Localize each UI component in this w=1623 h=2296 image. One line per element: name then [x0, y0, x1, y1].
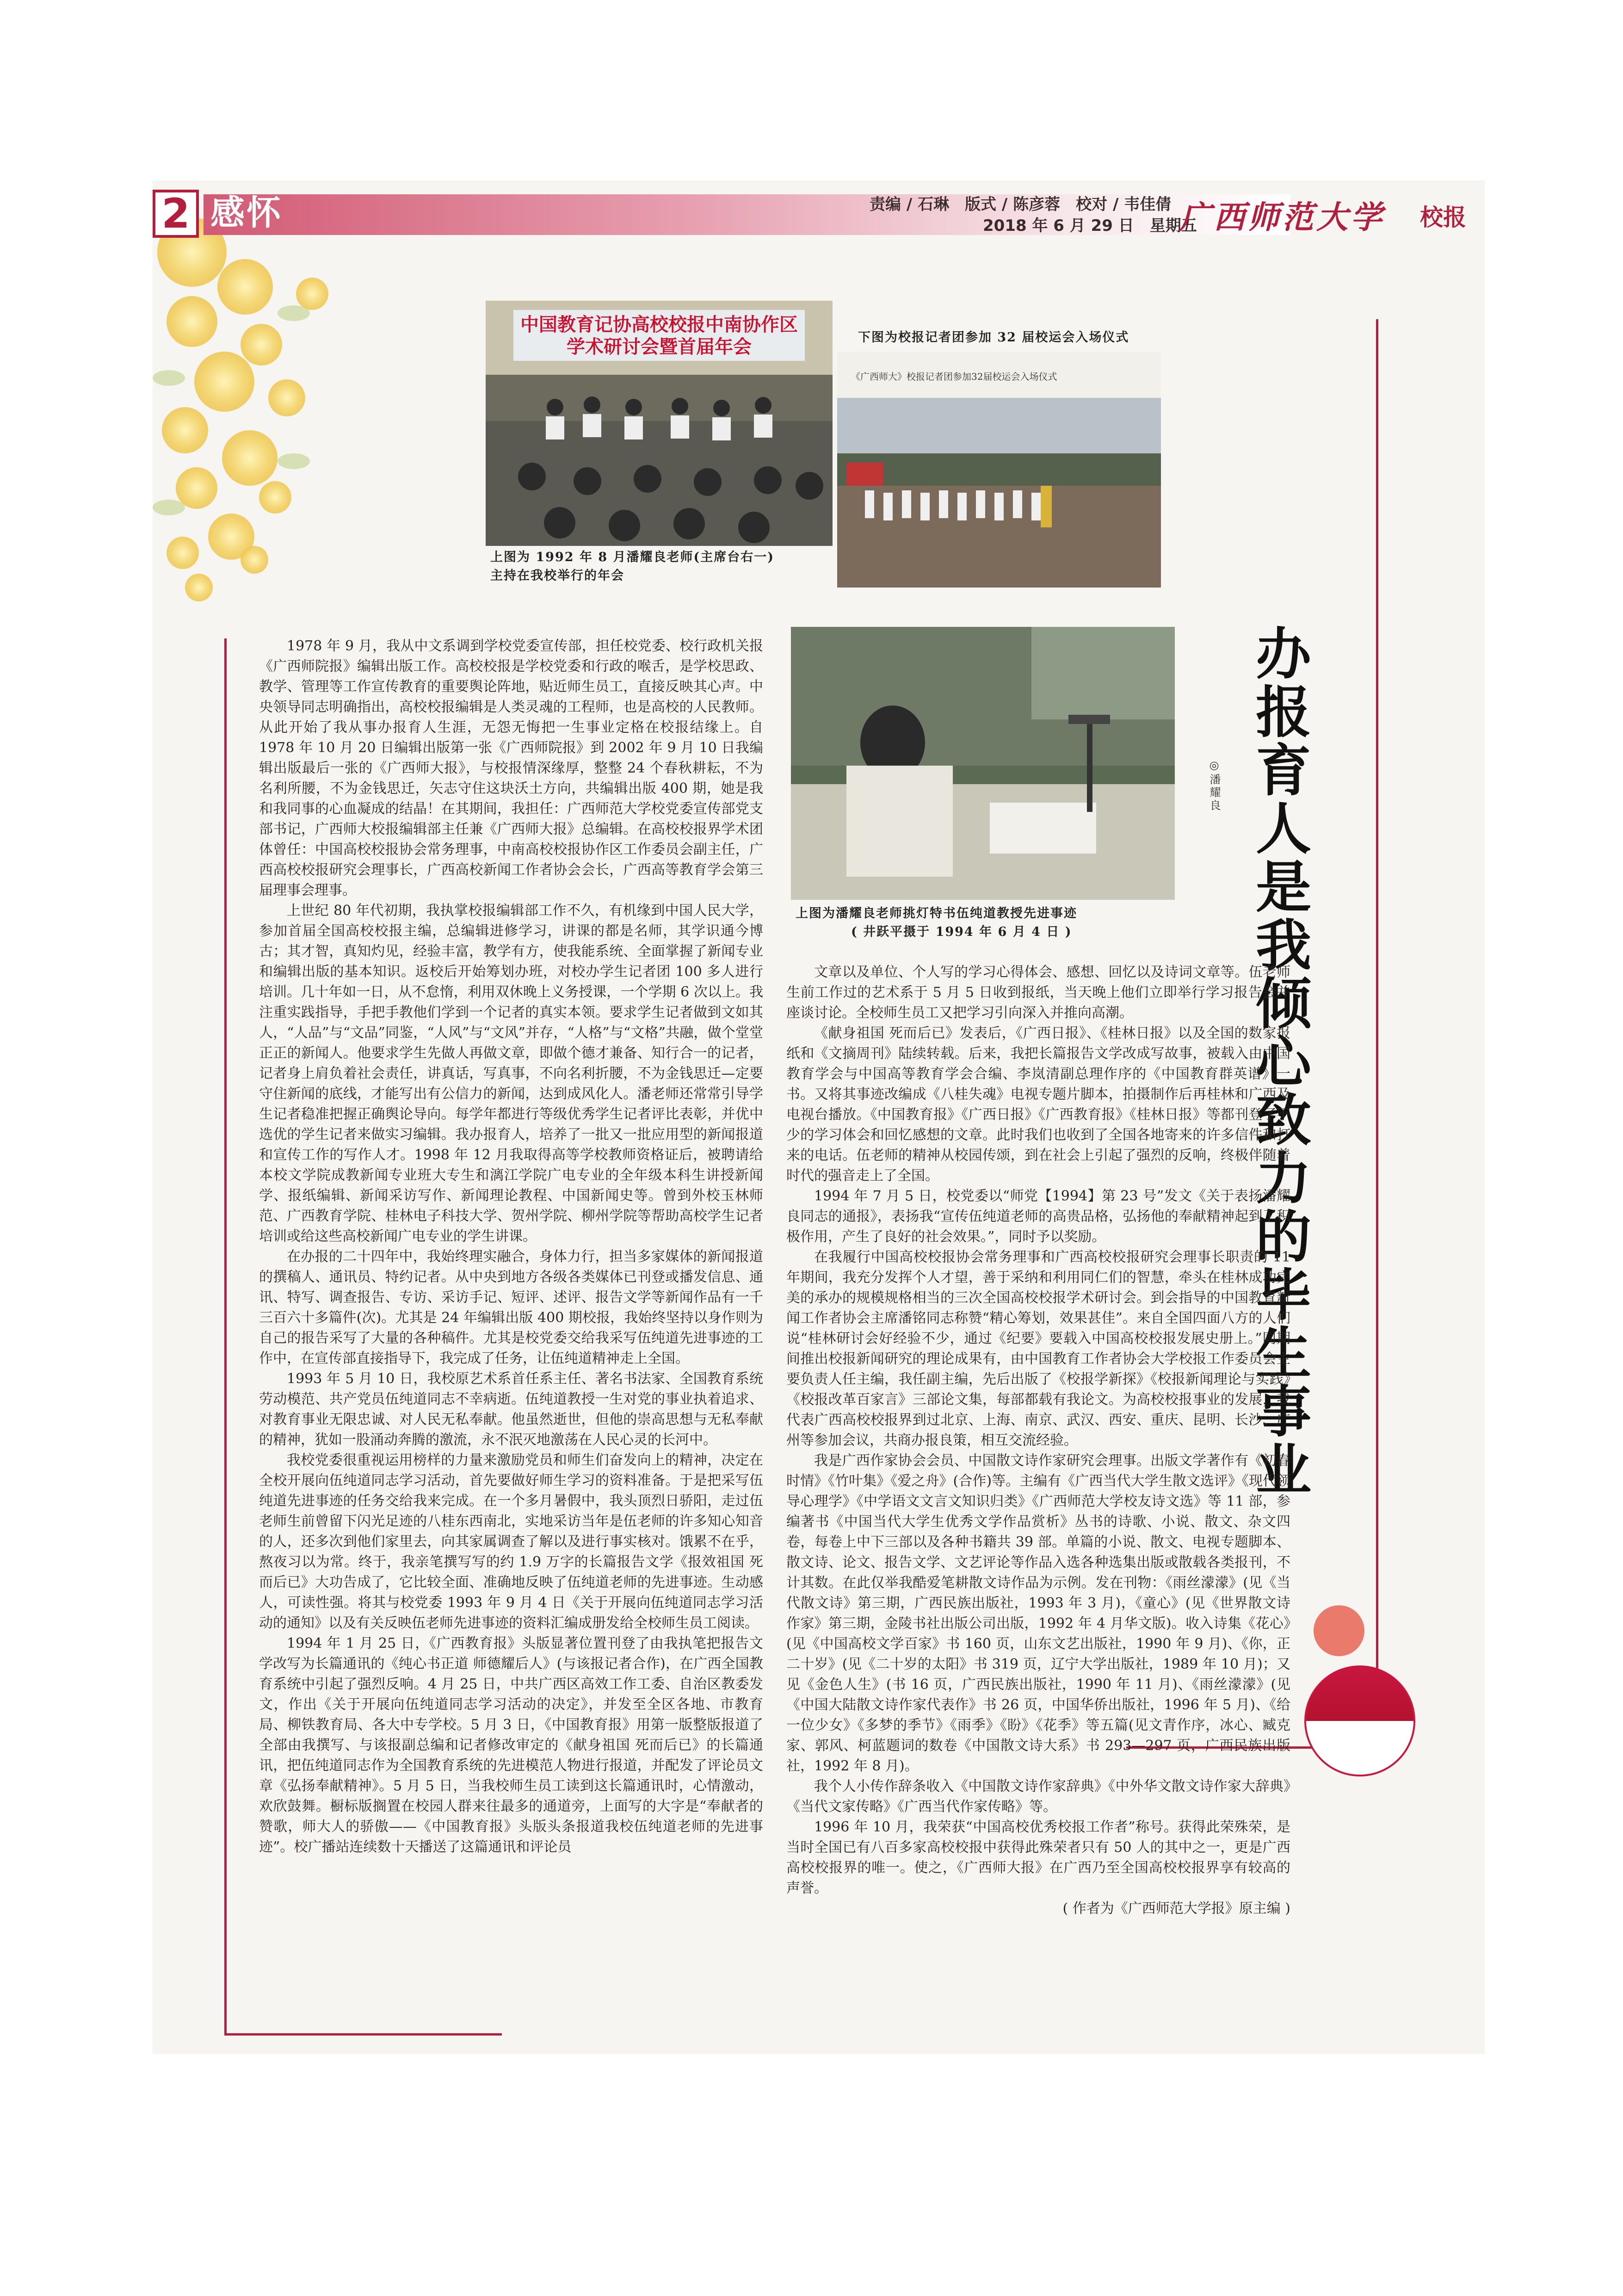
paragraph: 我是广西作家协会会员、中国散文诗作家研究会理事。出版文学著作有《初春时情》《竹叶集》《爱之舟》(合作)等。主编有《广西当代大学生散文选评》《现代领导心理学》《中学语文文言文知识归类》《广西师范大学校友诗文选》等 11 部，参编著书《中国当代大学生优秀文学作品赏析》丛书的诗歌、小说、散文、杂文四卷，每卷上中下三部以及各种书籍共 39 部。单篇的小说、散文、电视专题脚本、散文诗、论文、报告文学、文艺评论等作品入选各种选集出版或散载各类报刊，不计其数。在此仅举我酷爱笔耕散文诗作品为示例。发在刊物：《雨丝濛濛》(见《当代散文诗》第三期，广西民族出版社，1993 年 3 月)，《童心》(见《世界散文诗作家》第三期，金陵书社出版公司出版，1992 年 4 月华文版)。收入诗集《花心》(见《中国高校文学百家》书 160 页，山东文艺出版社，1990 年 9 月)、《你，正二十岁》(见《二十岁的太阳》书 319 页，辽宁大学出版社，1989 年 10 月)；又见《金色人生》(书 16 页，广西民族出版社，1990 年 11 月)、《雨丝濛濛》(见《中国大陆散文诗作家代表作》书 26 页，中国华侨出版社，1996 年 5 月)、《给一位少女》《多梦的季节》《雨季》《盼》《花季》等五篇(见文青作序，冰心、臧克家、郭风、柯蓝题词的数卷《中国散文诗大系》书 293—297 页，广西民族出版社，1992 年 8 月)。 — [786, 1453, 1290, 1774]
paragraph: 《献身祖国 死而后已》发表后，《广西日报》、《桂林日报》以及全国的数家报纸和《文摘周刊》陆续转载。后来，我把长篇报告文学改成写故事，被载入由中国教育学会与中国高等教育学会合编、李岚清副总理作序的《中国教育群英谱》一书。又将其事迹改编成《八桂失魂》电视专题片脚本，拍摄制作后再桂林和广西及电视台播放。《中国教育报》《广西日报》《广西教育报》《桂林日报》等都刊登了不少的学习体会和回忆感想的文章。此时我们也收到了全国各地寄来的许多信件和打来的电话。伍老师的精神从校园传颂，到在社会上引起了强烈的反响，终极伴随着时代的强音走上了全国。 — [786, 1025, 1290, 1184]
paragraph: 1994 年 7 月 5 日，校党委以“师党【1994】第 23 号”发文《关于表扬潘耀良同志的通报》，表扬我“宣传伍纯道老师的高贵品格，弘扬他的奉献精神起到了积极作用，产生了良好的社会效果。”，同时予以奖励。 — [786, 1188, 1290, 1245]
article-byline: ◎潘耀良 — [1208, 759, 1221, 812]
paragraph: 在办报的二十四年中，我始终理实融合，身体力行，担当多家媒体的新闻报道的撰稿人、通讯员、特约记者。从中央到地方各级各类媒体已刊登或播发信息、通讯、特写、调查报告、专访、采访手记、短评、述评、报告文学等新闻作品有一千三百六十多篇件(次)。尤其是 24 年编辑出版 400 期校报，我始终坚持以身作则为自己的报告采写了大量的各种稿件。尤其是校党委交给我采写伍纯道先进事迹的工作中，在宣传部直接指导下，我完成了任务，让伍纯道精神走上全国。 — [259, 1249, 763, 1367]
frame-line-right — [1376, 319, 1378, 1749]
masthead-suffix: 校报 — [1420, 204, 1466, 231]
article-column-right — [786, 962, 1290, 1919]
article-column-left — [259, 636, 763, 1857]
photo-sports-parade — [837, 352, 1161, 588]
page-number: 2 — [153, 190, 199, 238]
paragraph: 我个人小传作辞条收入《中国散文诗作家辞典》《中外华文散文诗作家大辞典》《当代文家传略》《广西当代作家传略》等。 — [786, 1778, 1290, 1815]
sports-photo-label: 《广西师大》校报记者团参加32届校运会入场仪式 — [851, 371, 1057, 382]
frame-line-left — [224, 638, 227, 2036]
page-header — [153, 190, 1485, 241]
paragraph: 1993 年 5 月 10 日，我校原艺术系首任系主任、著名书法家、全国教育系统劳动模范、共产党员伍纯道同志不幸病逝。伍纯道教授一生对党的事业执着追求、对教育事业无限忠诚、对人民无私奉献。他虽然逝世，但他的崇高思想与无私奉献的精神，犹如一股涌动奔腾的激流，永不泯灭地激荡在人民心灵的长河中。 — [259, 1371, 763, 1448]
photo-writer-at-desk — [791, 627, 1175, 900]
photo-conference-caption: 上图为 1992 年 8 月潘耀良老师(主席台右一) 主持在我校举行的年会 — [490, 550, 775, 583]
article-title: 办报育人是我倾心致力的毕生事业 — [1247, 625, 1312, 1499]
paragraph: 上世纪 80 年代初期，我执掌校报编辑部工作不久，有机缘到中国人民大学，参加首届全国高校校报主编，总编辑进修学习，讲课的都是名师，其学识通今博古；其才智，真知灼见，经验丰富，教学有方，使我能系统、全面掌握了新闻专业和编辑出版的基本知识。返校后开始筹划办班，对校办学生记者团 100 多人进行培训。几十年如一日，从不怠惰，利用双休晚上义务授课，一个学期 6 次以上。我注重实践指导，手把手教他们学到一个记者的真实本领。要求学生记者做到文如其人，“人品”与“文品”同鉴，“人风”与“文风”并存，“人格”与“文格”共融，做个堂堂正正的新闻人。他要求学生先做人再做文章，即做个德才兼备、知行合一的记者，记者身上肩负着社会责任，讲真话，写真事，不向名利折腰，不为金钱思迁—定要守住新闻的底线，才能写出有公信力的新闻，达到成风化人。潘老师还常常引导学生记者稳准把握正确舆论导向。每学年都进行等级优秀学生记者评比表彰，并优中选优的学生记者来做实习编辑。我办报育人，培养了一批又一批应用型的新闻报道和宣传工作的写作人才。1998 年 12 月我取得高等学校教师资格证后，被聘请给本校文学院成教新闻专业班大专生和漓江学院广电专业的全年级本科生讲授新闻学、报纸编辑、新闻采访写作、新闻理论教程、中国新闻史等。曾到外校玉林师范、广西教育学院、桂林电子科技大学、贺州学院、柳州学院等帮助高校学生记者培训或给这些高校新闻广电专业的学生讲课。 — [259, 903, 763, 1244]
paragraph: 1978 年 9 月，我从中文系调到学校党委宣传部，担任校党委、校行政机关报《广西师院报》编辑出版工作。高校校报是学校党委和行政的喉舌，是学校思政、教学、管理等工作宣传教育的重要舆论阵地，贴近师生员工，直接反映其心声。中央领导同志明确指出，高校校报编辑是人类灵魂的工程师，也是高校的人民教师。从此开始了我从事办报育人生涯，无怨无悔把一生事业定格在校报结缘上。自 1978 年 10 月 20 日编辑出版第一张《广西师院报》到 2002 年 9 月 10 日我编辑出版最后一张的《广西师大报》，与校报情深缘厚，整整 24 个春秋耕耘，不为名利所腰，不为金钱思迁，矢志守住这块沃土方向，共编辑出版 400 期，她是我和我同事的心血凝成的结晶！在其期间，我担任：广西师范大学校党委宣传部党支部书记，广西师大校报编辑部主任兼《广西师大报》总编辑。在高校校报界学术团体曾任：中国高校校报协会常务理事，中南高校校报协作区工作委员会副主任，广西高校校报研究会理事长，广西高校新闻工作者协会会长，广西高等教育学会第三届理事会理事。 — [259, 638, 763, 898]
paragraph: 我校党委很重视运用榜样的力量来激励党员和师生们奋发向上的精神，决定在全校开展向伍纯道同志学习活动，首先要做好师生学习的资料准备。于是把采写伍纯道先进事迹的任务交给我来完成。在一个多月暑假中，我头顶烈日骄阳，走过伍老师生前曾留下闪光足迹的八桂东西南北，实地采访当年是伍老师的许多知心知音的人，还多次到他们家里去，向其家属调查了解以及进行事实核对。饿累不在乎，熬夜习以为常。终于，我亲笔撰写写的约 1.9 万字的长篇报告文学《报效祖国 死而后已》大功告成了，它比较全面、准确地反映了伍纯道老师的先进事迹。生动感人，可读性强。将其与校党委 1993 年 9 月 4 日《关于开展向伍纯道同志学习活动的通知》以及有关反映伍老师先进事迹的资料汇编成册发给全校师生员工阅读。 — [259, 1452, 763, 1631]
frame-line-left-bottom — [224, 2033, 502, 2036]
author-note: ( 作者为《广西师范大学报》原主编 ) — [1062, 1900, 1290, 1917]
masthead-logo: 广西师范大学 — [1179, 199, 1385, 236]
section-title: 感怀 — [210, 193, 283, 233]
decorative-circle-small — [1314, 1605, 1364, 1656]
issue-date: 2018 年 6 月 29 日 星期五 — [983, 217, 1197, 235]
photo-sports-caption: 下图为校报记者团参加 32 届校运会入场仪式 — [858, 330, 1129, 345]
paragraph: 1994 年 1 月 25 日，《广西教育报》头版显著位置刊登了由我执笔把报告文学改写为长篇通讯的《纯心书正道 师德耀后人》(与该报记者合作)，在广西全国教育系统中引起了强烈反响。4 月 25 日，中共广西区高效工作工委、自治区教委发文，作出《关于开展向伍纯道同志学习活动的决定》，并发至全区各地、市教育局、柳铁教育局、各大中专学校。5 月 3 日，《中国教育报》用第一版整版报道了全部由我撰写、与该报副总编和记者修改审定的《献身祖国 死而后已》的长篇通讯，把伍纯道同志作为全国教育系统的先进模范人物进行报道，并配发了评论员文章《弘扬奉献精神》。5 月 5 日，当我校师生员工读到这长篇通讯时，心情激动，欢欣鼓舞。橱标版搁置在校园人群来往最多的通道旁，上面写的大字是“奉献者的赞歌，师大人的骄傲——《中国教育报》头版头条报道我校伍纯道老师的先进事迹”。校广播站连续数十天播送了这篇通讯和评论员 — [259, 1635, 763, 1855]
conference-banner: 中国教育记协高校校报中南协作区 学术研讨会暨首届年会 — [520, 314, 798, 358]
photo-writer-caption: 上图为潘耀良老师挑灯特书伍纯道教授先进事迹 ( 井跃平摄于 1994 年 6 月 4 日 ) — [796, 906, 1077, 939]
paragraph: 在我履行中国高校校报协会常务理事和广西高校校报研究会理事长职责的 11 年期间，我充分发挥个人才望，善于采纳和利用同仁们的智慧，牵头在桂林成功完美的承办的规模规格相当的三次全国高校校报学术研讨会。到会指导的中国教育新闻工作者协会主席潘铭同志称赞“精心筹划，效果甚佳”。来自全国四面八方的人们说“桂林研讨会好经验不少，通过《纪要》要载入中国高校校报发展史册上。”同期间推出校报新闻研究的理论成果有，由中国教育工作者协会大学校报工作委员会主要负责人任主编，我任副主编，先后出版了《校报学新探》《校报新闻理论与实践》《校报改革百家言》三部论文集，每部都载有我论文。为高校校报事业的发展，我代表广西高校校报界到过北京、上海、南京、武汉、西安、重庆、昆明、长沙、广州等参加会议，共商办报良策，相互交流经验。 — [786, 1249, 1290, 1448]
paragraph: 文章以及单位、个人写的学习心得体会、感想、回忆以及诗词文章等。伍老师生前工作过的艺术系于 5 月 5 日收到报纸，当天晚上他们立即举行学习报告会并座谈讨论。全校师生员工又把学习引向深入并推向高潮。 — [786, 964, 1290, 1021]
decorative-circle-large — [1304, 1665, 1415, 1776]
photo-conference — [486, 301, 833, 546]
editor-credits: 责编 / 石琳 版式 / 陈彦蓉 校对 / 韦佳倩 — [870, 195, 1172, 214]
paragraph: 1996 年 10 月，我荣获“中国高校优秀校报工作者”称号。获得此荣殊荣，是当时全国已有八百多家高校校报中获得此殊荣者只有 50 人的其中之一，更是广西高校校报界的唯一。使之，《广西师大报》在广西乃至全国高校校报界享有较高的声誉。 — [786, 1819, 1290, 1896]
